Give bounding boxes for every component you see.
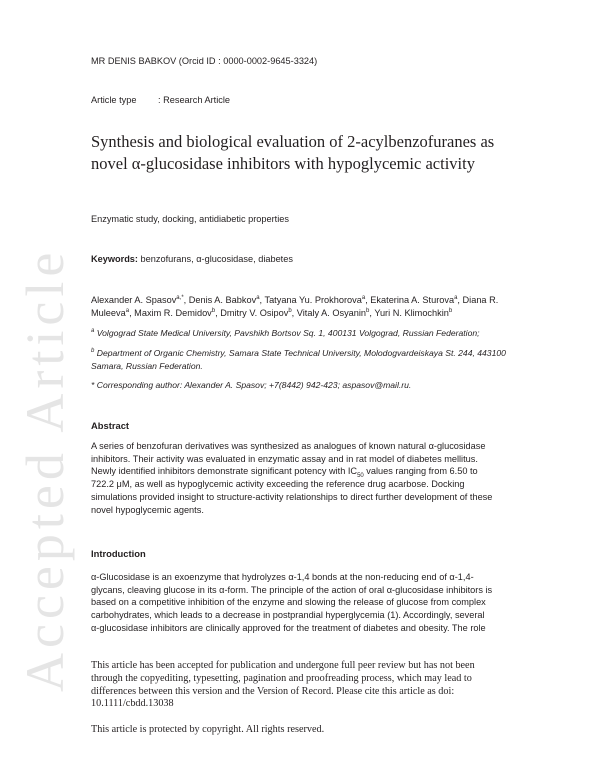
affiliation-mark: a [125,307,130,314]
acceptance-notice [91,660,531,711]
author-name: , Dmitry V. Osipov [215,308,289,318]
author-name: , Yuri N. Klimochkin [369,308,449,318]
introduction-line: α-glucosidase inhibitors are clinically approved for the treatment of diabetes and obesity. The role [91,622,486,633]
abstract-line: 722.2 μM, as well as hypoglycemic activity exceeding the reference drug acarbose. Docking [91,479,465,490]
doi-line: 10.1111/cbdd.13038 [91,698,174,710]
abstract-line-part: Newly identified inhibitors demonstrate significant potency with IC [91,466,358,477]
affiliation-mark: a [361,294,366,301]
abstract-heading: Abstract [91,420,130,431]
article-type [91,95,230,105]
affiliation-mark: b [448,307,453,314]
author-list [91,294,536,320]
notice-line: through the copyediting, typesetting, pagination and proofreading process, which may lead to [91,672,472,684]
affiliation-b-text: Department of Organic Chemistry, Samara State Technical University, Molodogvardeiskaya St. 244, 443100 Samara, Russian Federation. [91,348,506,371]
abstract-line: novel hypoglycemic agents. [91,504,204,515]
introduction-line: carbohydrates, which leads to a decrease in postprandial hyperglycemia (1). Accordingly, several [91,610,485,621]
abstract-line: inhibitors. Their activity was evaluated in enzymatic assay and in rat model of diabetes mellitus. [91,453,478,464]
author-name: , Denis A. Babkov [183,295,257,305]
introduction-line: based on a competitive inhibition of the enzyme and slowing the release of glucose from complex [91,597,486,608]
affiliation-mark: a, [176,294,182,301]
affiliation-b [91,347,536,372]
keywords [91,254,293,264]
running-title: Enzymatic study, docking, antidiabetic properties [91,214,289,224]
author-name: Alexander A. Spasov [91,295,177,305]
article-type-value: : Research Article [158,95,230,105]
article-type-label: Article type [91,95,137,105]
abstract-line [91,465,537,478]
affiliation-a [91,327,536,340]
abstract-line: A series of benzofuran derivatives was synthesized as analogues of known natural α-glucosidase [91,441,486,451]
author-name: , Vitaly A. Osyanin [291,308,367,318]
title-line-2: novel α-glucosidase inhibitors with hypoglycemic activity [91,154,475,173]
abstract-line: simulations provided insight to structure-activity relationships to direct further development of these [91,491,493,502]
corresponding-mark: * [181,294,184,301]
affiliation-mark: b [366,307,370,314]
corresponding-author: * Corresponding author: Alexander A. Spasov; +7(8442) 942-423; aspasov@mail.ru. [91,380,412,390]
affiliation-mark: a [256,294,260,301]
introduction-text [91,571,537,635]
introduction-heading: Introduction [91,548,146,559]
author-name: , Maxim R. Demidov [129,308,212,318]
article-title [91,131,531,175]
ic50-subscript: 50 [357,473,364,480]
introduction-line: glycans, cleaving glucose in its α-form. The principle of the action of oral α-glucosidase inhibitors is [91,584,493,595]
affiliation-mark: b [288,307,292,314]
notice-line: differences between this version and the Version of Record. Please cite this article as doi: [91,685,455,697]
author-name: , Tatyana Yu. Prokhorova [259,295,362,305]
introduction-line: α-Glucosidase is an exoenzyme that hydrolyzes α-1,4 bonds at the non-reducing end of α-1,4- [91,572,474,582]
keywords-label: Keywords: [91,254,138,264]
title-line-1: Synthesis and biological evaluation of 2-acylbenzofuranes as [91,132,495,151]
affiliation-b-mark: b [91,348,95,355]
accepted-article-watermark: Accepted Article [15,247,75,692]
abstract-line-part: values ranging from 6.50 to [363,466,478,477]
affiliation-mark: a [454,294,458,301]
author-name: , Ekaterina A. Sturova [365,295,455,305]
notice-line: This article has been accepted for publication and undergone full peer review but has not been [91,660,475,671]
affiliation-a-mark: a [91,328,95,335]
abstract-text [91,440,537,516]
affiliation-mark: b [211,307,216,314]
copyright-notice: This article is protected by copyright. All rights reserved. [91,724,325,735]
author-name: , Diana R. Muleeva [91,295,499,318]
keywords-value: benzofurans, α-glucosidase, diabetes [137,254,293,264]
author-orcid-line: MR DENIS BABKOV (Orcid ID : 0000-0002-9645-3324) [91,56,318,66]
affiliation-a-text: Volgograd State Medical University, Pavshikh Bortsov Sq. 1, 400131 Volgograd, Russian Federation; [94,328,480,338]
